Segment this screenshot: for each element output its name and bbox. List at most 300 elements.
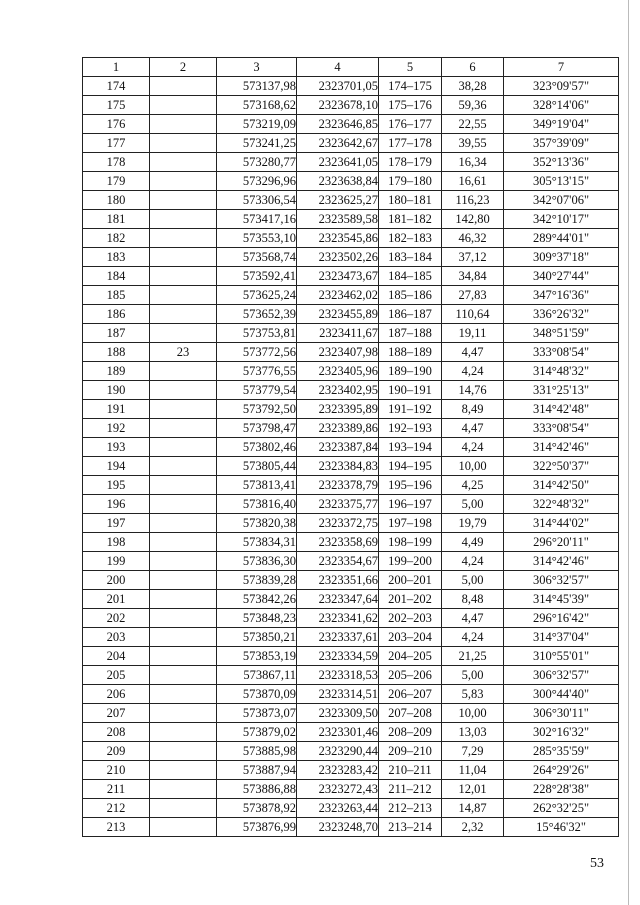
point-number-cell: 206 bbox=[83, 685, 150, 704]
length-cell: 59,36 bbox=[442, 96, 504, 115]
x-coordinate-cell: 573753,81 bbox=[217, 324, 297, 343]
point-number-cell: 179 bbox=[83, 172, 150, 191]
length-cell: 10,00 bbox=[442, 704, 504, 723]
y-coordinate-cell: 2323389,86 bbox=[297, 419, 379, 438]
point-number-cell: 187 bbox=[83, 324, 150, 343]
bearing-cell: 302°16'32" bbox=[504, 723, 619, 742]
y-coordinate-cell: 2323642,67 bbox=[297, 134, 379, 153]
column-header: 6 bbox=[442, 58, 504, 77]
x-coordinate-cell: 573876,99 bbox=[217, 818, 297, 837]
section-number-cell bbox=[150, 324, 217, 343]
y-coordinate-cell: 2323387,84 bbox=[297, 438, 379, 457]
bearing-cell: 309°37'18" bbox=[504, 248, 619, 267]
y-coordinate-cell: 2323402,95 bbox=[297, 381, 379, 400]
segment-cell: 180–181 bbox=[379, 191, 442, 210]
length-cell: 19,79 bbox=[442, 514, 504, 533]
table-row bbox=[83, 191, 619, 210]
table-row bbox=[83, 476, 619, 495]
segment-cell: 196–197 bbox=[379, 495, 442, 514]
segment-cell: 208–209 bbox=[379, 723, 442, 742]
x-coordinate-cell: 573879,02 bbox=[217, 723, 297, 742]
section-number-cell bbox=[150, 191, 217, 210]
bearing-cell: 228°28'38" bbox=[504, 780, 619, 799]
y-coordinate-cell: 2323263,44 bbox=[297, 799, 379, 818]
x-coordinate-cell: 573820,38 bbox=[217, 514, 297, 533]
x-coordinate-cell: 573772,56 bbox=[217, 343, 297, 362]
bearing-cell: 314°48'32" bbox=[504, 362, 619, 381]
y-coordinate-cell: 2323384,83 bbox=[297, 457, 379, 476]
length-cell: 7,29 bbox=[442, 742, 504, 761]
bearing-cell: 340°27'44" bbox=[504, 267, 619, 286]
y-coordinate-cell: 2323372,75 bbox=[297, 514, 379, 533]
point-number-cell: 204 bbox=[83, 647, 150, 666]
x-coordinate-cell: 573802,46 bbox=[217, 438, 297, 457]
bearing-cell: 306°32'57" bbox=[504, 571, 619, 590]
point-number-cell: 175 bbox=[83, 96, 150, 115]
bearing-cell: 328°14'06" bbox=[504, 96, 619, 115]
length-cell: 142,80 bbox=[442, 210, 504, 229]
length-cell: 116,23 bbox=[442, 191, 504, 210]
point-number-cell: 188 bbox=[83, 343, 150, 362]
section-number-cell bbox=[150, 286, 217, 305]
section-number-cell bbox=[150, 96, 217, 115]
y-coordinate-cell: 2323248,70 bbox=[297, 818, 379, 837]
length-cell: 4,49 bbox=[442, 533, 504, 552]
length-cell: 13,03 bbox=[442, 723, 504, 742]
segment-cell: 210–211 bbox=[379, 761, 442, 780]
segment-cell: 203–204 bbox=[379, 628, 442, 647]
table-row bbox=[83, 438, 619, 457]
point-number-cell: 196 bbox=[83, 495, 150, 514]
y-coordinate-cell: 2323341,62 bbox=[297, 609, 379, 628]
segment-cell: 185–186 bbox=[379, 286, 442, 305]
section-number-cell bbox=[150, 780, 217, 799]
x-coordinate-cell: 573850,21 bbox=[217, 628, 297, 647]
table-row bbox=[83, 799, 619, 818]
section-number-cell bbox=[150, 666, 217, 685]
bearing-cell: 336°26'32" bbox=[504, 305, 619, 324]
section-number-cell bbox=[150, 533, 217, 552]
y-coordinate-cell: 2323375,77 bbox=[297, 495, 379, 514]
x-coordinate-cell: 573592,41 bbox=[217, 267, 297, 286]
x-coordinate-cell: 573873,07 bbox=[217, 704, 297, 723]
section-number-cell bbox=[150, 267, 217, 286]
y-coordinate-cell: 2323334,59 bbox=[297, 647, 379, 666]
point-number-cell: 212 bbox=[83, 799, 150, 818]
bearing-cell: 285°35'59" bbox=[504, 742, 619, 761]
x-coordinate-cell: 573306,54 bbox=[217, 191, 297, 210]
y-coordinate-cell: 2323625,27 bbox=[297, 191, 379, 210]
coordinates-table bbox=[82, 57, 619, 837]
table-row bbox=[83, 742, 619, 761]
point-number-cell: 193 bbox=[83, 438, 150, 457]
length-cell: 22,55 bbox=[442, 115, 504, 134]
length-cell: 8,48 bbox=[442, 590, 504, 609]
section-number-cell bbox=[150, 761, 217, 780]
length-cell: 16,61 bbox=[442, 172, 504, 191]
page-edge-line bbox=[628, 0, 629, 905]
segment-cell: 184–185 bbox=[379, 267, 442, 286]
table-row bbox=[83, 248, 619, 267]
length-cell: 34,84 bbox=[442, 267, 504, 286]
y-coordinate-cell: 2323318,53 bbox=[297, 666, 379, 685]
segment-cell: 176–177 bbox=[379, 115, 442, 134]
x-coordinate-cell: 573568,74 bbox=[217, 248, 297, 267]
y-coordinate-cell: 2323395,89 bbox=[297, 400, 379, 419]
bearing-cell: 333°08'54" bbox=[504, 419, 619, 438]
point-number-cell: 183 bbox=[83, 248, 150, 267]
x-coordinate-cell: 573816,40 bbox=[217, 495, 297, 514]
segment-cell: 183–184 bbox=[379, 248, 442, 267]
section-number-cell bbox=[150, 229, 217, 248]
section-number-cell bbox=[150, 153, 217, 172]
x-coordinate-cell: 573842,26 bbox=[217, 590, 297, 609]
x-coordinate-cell: 573853,19 bbox=[217, 647, 297, 666]
bearing-cell: 314°37'04" bbox=[504, 628, 619, 647]
y-coordinate-cell: 2323411,67 bbox=[297, 324, 379, 343]
y-coordinate-cell: 2323701,05 bbox=[297, 77, 379, 96]
length-cell: 27,83 bbox=[442, 286, 504, 305]
x-coordinate-cell: 573417,16 bbox=[217, 210, 297, 229]
section-number-cell bbox=[150, 362, 217, 381]
length-cell: 4,47 bbox=[442, 419, 504, 438]
table-row bbox=[83, 172, 619, 191]
point-number-cell: 205 bbox=[83, 666, 150, 685]
length-cell: 5,83 bbox=[442, 685, 504, 704]
point-number-cell: 190 bbox=[83, 381, 150, 400]
table-row bbox=[83, 267, 619, 286]
bearing-cell: 306°32'57" bbox=[504, 666, 619, 685]
point-number-cell: 185 bbox=[83, 286, 150, 305]
length-cell: 39,55 bbox=[442, 134, 504, 153]
table-row bbox=[83, 495, 619, 514]
x-coordinate-cell: 573805,44 bbox=[217, 457, 297, 476]
segment-cell: 186–187 bbox=[379, 305, 442, 324]
section-number-cell bbox=[150, 704, 217, 723]
length-cell: 12,01 bbox=[442, 780, 504, 799]
section-number-cell bbox=[150, 742, 217, 761]
table-row bbox=[83, 457, 619, 476]
section-number-cell bbox=[150, 647, 217, 666]
table-row bbox=[83, 381, 619, 400]
segment-cell: 195–196 bbox=[379, 476, 442, 495]
length-cell: 4,47 bbox=[442, 609, 504, 628]
bearing-cell: 314°42'46" bbox=[504, 552, 619, 571]
bearing-cell: 342°10'17" bbox=[504, 210, 619, 229]
x-coordinate-cell: 573836,30 bbox=[217, 552, 297, 571]
y-coordinate-cell: 2323405,96 bbox=[297, 362, 379, 381]
x-coordinate-cell: 573241,25 bbox=[217, 134, 297, 153]
bearing-cell: 331°25'13" bbox=[504, 381, 619, 400]
length-cell: 5,00 bbox=[442, 666, 504, 685]
point-number-cell: 178 bbox=[83, 153, 150, 172]
point-number-cell: 189 bbox=[83, 362, 150, 381]
length-cell: 11,04 bbox=[442, 761, 504, 780]
table-row bbox=[83, 514, 619, 533]
length-cell: 38,28 bbox=[442, 77, 504, 96]
table-row bbox=[83, 229, 619, 248]
segment-cell: 188–189 bbox=[379, 343, 442, 362]
x-coordinate-cell: 573834,31 bbox=[217, 533, 297, 552]
table-row bbox=[83, 134, 619, 153]
segment-cell: 194–195 bbox=[379, 457, 442, 476]
segment-cell: 213–214 bbox=[379, 818, 442, 837]
table-row bbox=[83, 666, 619, 685]
table-row bbox=[83, 533, 619, 552]
section-number-cell: 23 bbox=[150, 343, 217, 362]
segment-cell: 179–180 bbox=[379, 172, 442, 191]
table-row bbox=[83, 96, 619, 115]
x-coordinate-cell: 573137,98 bbox=[217, 77, 297, 96]
length-cell: 8,49 bbox=[442, 400, 504, 419]
y-coordinate-cell: 2323378,79 bbox=[297, 476, 379, 495]
bearing-cell: 333°08'54" bbox=[504, 343, 619, 362]
section-number-cell bbox=[150, 305, 217, 324]
table-row bbox=[83, 210, 619, 229]
length-cell: 4,24 bbox=[442, 552, 504, 571]
section-number-cell bbox=[150, 115, 217, 134]
table-row bbox=[83, 609, 619, 628]
point-number-cell: 181 bbox=[83, 210, 150, 229]
x-coordinate-cell: 573792,50 bbox=[217, 400, 297, 419]
segment-cell: 182–183 bbox=[379, 229, 442, 248]
section-number-cell bbox=[150, 571, 217, 590]
length-cell: 4,24 bbox=[442, 438, 504, 457]
point-number-cell: 191 bbox=[83, 400, 150, 419]
point-number-cell: 197 bbox=[83, 514, 150, 533]
segment-cell: 202–203 bbox=[379, 609, 442, 628]
bearing-cell: 322°48'32" bbox=[504, 495, 619, 514]
point-number-cell: 194 bbox=[83, 457, 150, 476]
x-coordinate-cell: 573870,09 bbox=[217, 685, 297, 704]
section-number-cell bbox=[150, 248, 217, 267]
length-cell: 2,32 bbox=[442, 818, 504, 837]
y-coordinate-cell: 2323502,26 bbox=[297, 248, 379, 267]
x-coordinate-cell: 573848,23 bbox=[217, 609, 297, 628]
point-number-cell: 201 bbox=[83, 590, 150, 609]
table-row bbox=[83, 628, 619, 647]
y-coordinate-cell: 2323358,69 bbox=[297, 533, 379, 552]
column-header: 3 bbox=[217, 58, 297, 77]
length-cell: 4,24 bbox=[442, 628, 504, 647]
column-header: 5 bbox=[379, 58, 442, 77]
segment-cell: 200–201 bbox=[379, 571, 442, 590]
segment-cell: 207–208 bbox=[379, 704, 442, 723]
point-number-cell: 211 bbox=[83, 780, 150, 799]
table-row bbox=[83, 552, 619, 571]
y-coordinate-cell: 2323283,42 bbox=[297, 761, 379, 780]
x-coordinate-cell: 573887,94 bbox=[217, 761, 297, 780]
section-number-cell bbox=[150, 723, 217, 742]
section-number-cell bbox=[150, 210, 217, 229]
point-number-cell: 177 bbox=[83, 134, 150, 153]
point-number-cell: 180 bbox=[83, 191, 150, 210]
point-number-cell: 208 bbox=[83, 723, 150, 742]
y-coordinate-cell: 2323314,51 bbox=[297, 685, 379, 704]
point-number-cell: 195 bbox=[83, 476, 150, 495]
bearing-cell: 310°55'01" bbox=[504, 647, 619, 666]
y-coordinate-cell: 2323462,02 bbox=[297, 286, 379, 305]
x-coordinate-cell: 573625,24 bbox=[217, 286, 297, 305]
bearing-cell: 305°13'15" bbox=[504, 172, 619, 191]
point-number-cell: 209 bbox=[83, 742, 150, 761]
x-coordinate-cell: 573867,11 bbox=[217, 666, 297, 685]
y-coordinate-cell: 2323301,46 bbox=[297, 723, 379, 742]
x-coordinate-cell: 573219,09 bbox=[217, 115, 297, 134]
section-number-cell bbox=[150, 495, 217, 514]
table-row bbox=[83, 419, 619, 438]
section-number-cell bbox=[150, 590, 217, 609]
point-number-cell: 200 bbox=[83, 571, 150, 590]
y-coordinate-cell: 2323272,43 bbox=[297, 780, 379, 799]
length-cell: 19,11 bbox=[442, 324, 504, 343]
bearing-cell: 314°44'02" bbox=[504, 514, 619, 533]
segment-cell: 181–182 bbox=[379, 210, 442, 229]
length-cell: 14,87 bbox=[442, 799, 504, 818]
section-number-cell bbox=[150, 818, 217, 837]
bearing-cell: 289°44'01" bbox=[504, 229, 619, 248]
bearing-cell: 314°42'46" bbox=[504, 438, 619, 457]
table-row bbox=[83, 647, 619, 666]
table-row bbox=[83, 780, 619, 799]
section-number-cell bbox=[150, 419, 217, 438]
bearing-cell: 264°29'26" bbox=[504, 761, 619, 780]
segment-cell: 192–193 bbox=[379, 419, 442, 438]
length-cell: 46,32 bbox=[442, 229, 504, 248]
x-coordinate-cell: 573779,54 bbox=[217, 381, 297, 400]
segment-cell: 212–213 bbox=[379, 799, 442, 818]
segment-cell: 197–198 bbox=[379, 514, 442, 533]
x-coordinate-cell: 573296,96 bbox=[217, 172, 297, 191]
segment-cell: 201–202 bbox=[379, 590, 442, 609]
y-coordinate-cell: 2323347,64 bbox=[297, 590, 379, 609]
column-header: 1 bbox=[83, 58, 150, 77]
bearing-cell: 306°30'11" bbox=[504, 704, 619, 723]
y-coordinate-cell: 2323455,89 bbox=[297, 305, 379, 324]
segment-cell: 204–205 bbox=[379, 647, 442, 666]
table-row bbox=[83, 324, 619, 343]
point-number-cell: 198 bbox=[83, 533, 150, 552]
x-coordinate-cell: 573776,55 bbox=[217, 362, 297, 381]
bearing-cell: 349°19'04" bbox=[504, 115, 619, 134]
table-row bbox=[83, 77, 619, 96]
section-number-cell bbox=[150, 457, 217, 476]
point-number-cell: 207 bbox=[83, 704, 150, 723]
point-number-cell: 192 bbox=[83, 419, 150, 438]
y-coordinate-cell: 2323407,98 bbox=[297, 343, 379, 362]
x-coordinate-cell: 573280,77 bbox=[217, 153, 297, 172]
table-row bbox=[83, 400, 619, 419]
bearing-cell: 296°16'42" bbox=[504, 609, 619, 628]
bearing-cell: 323°09'57" bbox=[504, 77, 619, 96]
x-coordinate-cell: 573886,88 bbox=[217, 780, 297, 799]
table-row bbox=[83, 761, 619, 780]
x-coordinate-cell: 573798,47 bbox=[217, 419, 297, 438]
segment-cell: 187–188 bbox=[379, 324, 442, 343]
x-coordinate-cell: 573553,10 bbox=[217, 229, 297, 248]
point-number-cell: 186 bbox=[83, 305, 150, 324]
y-coordinate-cell: 2323354,67 bbox=[297, 552, 379, 571]
section-number-cell bbox=[150, 134, 217, 153]
section-number-cell bbox=[150, 685, 217, 704]
segment-cell: 198–199 bbox=[379, 533, 442, 552]
length-cell: 5,00 bbox=[442, 571, 504, 590]
column-header: 2 bbox=[150, 58, 217, 77]
segment-cell: 189–190 bbox=[379, 362, 442, 381]
y-coordinate-cell: 2323309,50 bbox=[297, 704, 379, 723]
y-coordinate-cell: 2323638,84 bbox=[297, 172, 379, 191]
point-number-cell: 203 bbox=[83, 628, 150, 647]
segment-cell: 178–179 bbox=[379, 153, 442, 172]
table-row bbox=[83, 590, 619, 609]
length-cell: 37,12 bbox=[442, 248, 504, 267]
point-number-cell: 202 bbox=[83, 609, 150, 628]
length-cell: 16,34 bbox=[442, 153, 504, 172]
segment-cell: 190–191 bbox=[379, 381, 442, 400]
y-coordinate-cell: 2323641,05 bbox=[297, 153, 379, 172]
bearing-cell: 300°44'40" bbox=[504, 685, 619, 704]
section-number-cell bbox=[150, 172, 217, 191]
column-header: 4 bbox=[297, 58, 379, 77]
segment-cell: 199–200 bbox=[379, 552, 442, 571]
point-number-cell: 199 bbox=[83, 552, 150, 571]
table-row bbox=[83, 115, 619, 134]
y-coordinate-cell: 2323545,86 bbox=[297, 229, 379, 248]
table-row bbox=[83, 571, 619, 590]
point-number-cell: 184 bbox=[83, 267, 150, 286]
table-row bbox=[83, 723, 619, 742]
point-number-cell: 182 bbox=[83, 229, 150, 248]
segment-cell: 205–206 bbox=[379, 666, 442, 685]
y-coordinate-cell: 2323589,58 bbox=[297, 210, 379, 229]
table-row bbox=[83, 286, 619, 305]
section-number-cell bbox=[150, 609, 217, 628]
segment-cell: 206–207 bbox=[379, 685, 442, 704]
table-row bbox=[83, 153, 619, 172]
page-number: 53 bbox=[590, 856, 604, 871]
section-number-cell bbox=[150, 799, 217, 818]
bearing-cell: 347°16'36" bbox=[504, 286, 619, 305]
section-number-cell bbox=[150, 400, 217, 419]
table-row bbox=[83, 343, 619, 362]
section-number-cell bbox=[150, 77, 217, 96]
bearing-cell: 314°42'50" bbox=[504, 476, 619, 495]
length-cell: 14,76 bbox=[442, 381, 504, 400]
column-header: 7 bbox=[504, 58, 619, 77]
point-number-cell: 176 bbox=[83, 115, 150, 134]
segment-cell: 191–192 bbox=[379, 400, 442, 419]
section-number-cell bbox=[150, 476, 217, 495]
y-coordinate-cell: 2323337,61 bbox=[297, 628, 379, 647]
bearing-cell: 15°46'32" bbox=[504, 818, 619, 837]
y-coordinate-cell: 2323351,66 bbox=[297, 571, 379, 590]
table-row bbox=[83, 362, 619, 381]
point-number-cell: 174 bbox=[83, 77, 150, 96]
y-coordinate-cell: 2323646,85 bbox=[297, 115, 379, 134]
x-coordinate-cell: 573168,62 bbox=[217, 96, 297, 115]
length-cell: 10,00 bbox=[442, 457, 504, 476]
bearing-cell: 322°50'37" bbox=[504, 457, 619, 476]
length-cell: 4,25 bbox=[442, 476, 504, 495]
length-cell: 5,00 bbox=[442, 495, 504, 514]
section-number-cell bbox=[150, 438, 217, 457]
segment-cell: 209–210 bbox=[379, 742, 442, 761]
table-row bbox=[83, 685, 619, 704]
bearing-cell: 296°20'11" bbox=[504, 533, 619, 552]
length-cell: 21,25 bbox=[442, 647, 504, 666]
bearing-cell: 314°45'39" bbox=[504, 590, 619, 609]
bearing-cell: 342°07'06" bbox=[504, 191, 619, 210]
